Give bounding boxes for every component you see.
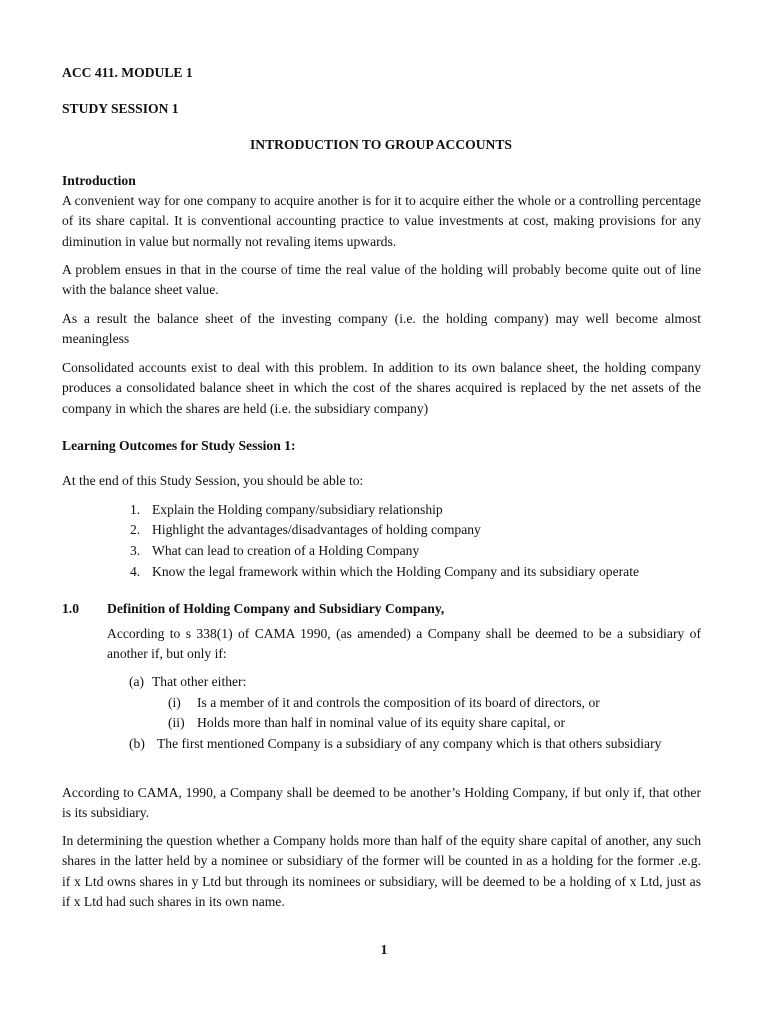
- clause-a-label: (a): [129, 674, 145, 689]
- clause-a-text: That other either:: [152, 674, 247, 689]
- clause-i-text: Is a member of it and controls the composition of its board of directors, or: [197, 695, 600, 710]
- list-item-text: Highlight the advantages/disadvantages of holding company: [152, 522, 481, 537]
- section-heading: Definition of Holding Company and Subsidiary Company,: [107, 601, 445, 616]
- list-item-number: 4.: [130, 564, 141, 579]
- clause-ii-text: Holds more than half in nominal value of its equity share capital, or: [197, 715, 566, 730]
- intro-paragraph-1: A convenient way for one company to acquire another is for it to acquire either the whole or a controlling percentage of its share capital. It is conventional accounting practice to value investments at cost, making provisions for any diminution in value but normally not revaling items upwards.: [62, 193, 701, 249]
- introduction-heading: Introduction: [62, 173, 136, 188]
- holding-company-paragraph: According to CAMA, 1990, a Company shall be deemed to be another’s Holding Company, if but only if, that other is its subsidiary.: [62, 785, 701, 821]
- learning-outcomes-intro: At the end of this Study Session, you should be able to:: [62, 473, 364, 488]
- learning-outcomes-heading: Learning Outcomes for Study Session 1:: [62, 438, 296, 453]
- list-item-number: 2.: [130, 522, 141, 537]
- section-lead-paragraph: According to s 338(1) of CAMA 1990, (as amended) a Company shall be deemed to be a subsidiary of another if, but only if:: [107, 626, 701, 662]
- intro-paragraph-3: As a result the balance sheet of the investing company (i.e. the holding company) may well become almost meaningless: [62, 311, 701, 347]
- session-label: STUDY SESSION 1: [62, 101, 179, 116]
- page-title: INTRODUCTION TO GROUP ACCOUNTS: [250, 137, 512, 152]
- list-item-number: 1.: [130, 502, 141, 517]
- clause-b-label: (b): [129, 736, 145, 751]
- clause-ii-label: (ii): [168, 715, 185, 730]
- intro-paragraph-4: Consolidated accounts exist to deal with this problem. In addition to its own balance sheet, the holding company produces a consolidated balance sheet in which the cost of the shares acquired is replaced by the net assets of the company in which the shares are held (i.e. the subsidiary company): [62, 360, 701, 416]
- page-number: 1: [380, 942, 388, 957]
- list-item-number: 3.: [130, 543, 141, 558]
- clause-i-label: (i): [168, 695, 181, 710]
- section-number: 1.0: [62, 601, 79, 616]
- equity-share-paragraph: In determining the question whether a Company holds more than half of the equity share capital of another, any such shares in the latter held by a nominee or subsidiary of the former will be counted in as a holding for the former .e.g. if x Ltd owns shares in y Ltd but through its nominees or subsidiary, will be deemed to be a holding of x Ltd, just as if x Ltd had such shares in its own name.: [62, 833, 701, 910]
- clause-b-text: The first mentioned Company is a subsidiary of any company which is that others subsidiary: [157, 736, 662, 751]
- module-code: ACC 411. MODULE 1: [62, 65, 193, 80]
- list-item-text: Explain the Holding company/subsidiary relationship: [152, 502, 443, 517]
- intro-paragraph-2: A problem ensues in that in the course of time the real value of the holding will probably become quite out of line with the balance sheet value.: [62, 262, 701, 298]
- list-item-text: What can lead to creation of a Holding Company: [152, 543, 420, 558]
- list-item-text: Know the legal framework within which the Holding Company and its subsidiary operate: [152, 564, 640, 579]
